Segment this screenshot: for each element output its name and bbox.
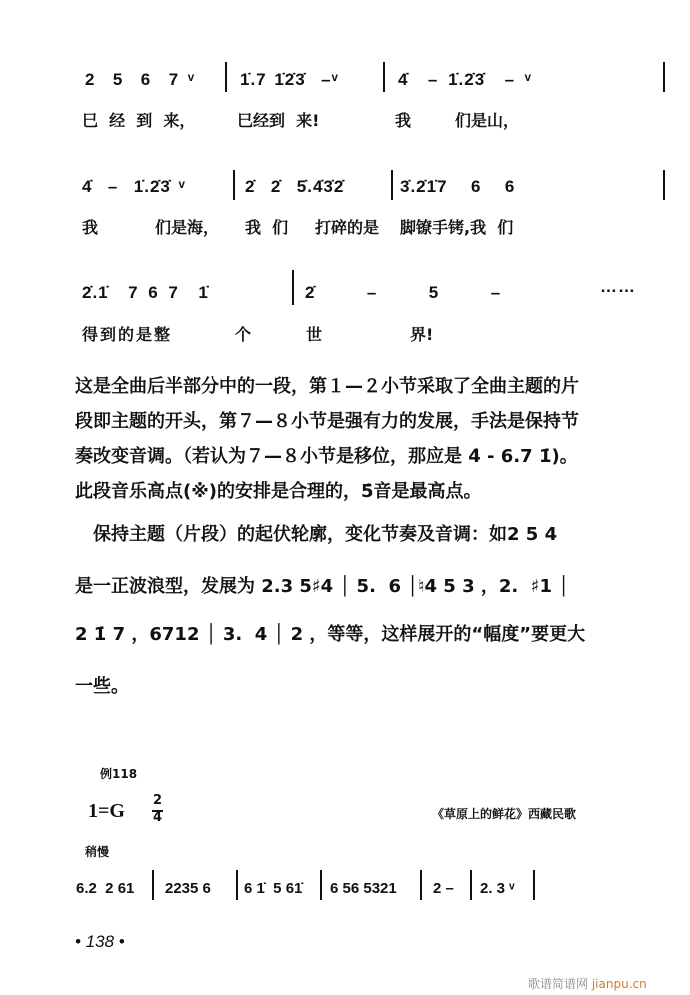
page-number: • 138 • (75, 932, 125, 951)
barline (420, 870, 422, 900)
lyric: 世 (306, 325, 323, 344)
notation-measure: 2̇.1̇ 7 6 7 1̇ (82, 283, 209, 302)
barline (236, 870, 238, 900)
lyric: 我 (82, 218, 99, 237)
notation-measure: 2. 3 ᵛ (480, 880, 515, 897)
watermark-text: 歌谱简谱网 (528, 977, 589, 991)
paragraph-line: 段即主题的开头，第７—８小节是强有力的发展，手法是保持节 (75, 411, 579, 432)
lyric: 个 (235, 325, 252, 344)
notation-measure: 1̇.7 1̇2̇3̇ –ᵛ (240, 70, 339, 89)
lyric: 打碎的是 (315, 218, 380, 237)
lyric: 界! (410, 325, 434, 344)
barline (233, 170, 235, 200)
notation-measure: 3̇.2̇1̇7 6 6 (400, 177, 516, 196)
notation-measure: 2̇ – 5 – (305, 283, 502, 302)
ellipsis: …… (600, 277, 636, 296)
barline (292, 270, 294, 305)
barline (225, 62, 227, 92)
paragraph-line: 此段音乐高点(※)的安排是合理的，5̇音是最高点。 (75, 481, 482, 502)
key-signature: 1=G (88, 800, 125, 822)
barline (391, 170, 393, 200)
example-label: 例118 (100, 767, 138, 781)
paragraph-line: 奏改变音调。（若认为７—８小节是移位，那应是 4̇ - 6.7 1̇)。 (75, 446, 578, 467)
notation-measure: 2 5 6 7 ᵛ (85, 70, 196, 89)
lyric: 们是海， (155, 218, 220, 237)
lyric: 脚镣手铐,我 们 (400, 218, 514, 237)
barline (320, 870, 322, 900)
watermark-url: jianpu.cn (591, 977, 647, 991)
tempo-marking: 稍慢 (85, 845, 110, 859)
barline (152, 870, 154, 900)
barline (663, 170, 665, 200)
notation-measure: 2 – (433, 880, 454, 897)
notation-measure: 6 1̇ 5 61̇ (244, 880, 303, 897)
time-signature-bottom: 4 (153, 810, 163, 825)
notation-measure: 6 56 5321 (330, 880, 397, 897)
song-source: 《草原上的鲜花》西藏民歌 (432, 807, 577, 821)
barline (533, 870, 535, 900)
watermark (528, 975, 647, 992)
paragraph-line: 是一正波浪型，发展为 2.3 5♯4 │ 5. 6 │♮4 5 3 ，2. ♯1 │ (75, 576, 570, 597)
lyric: 巳经到 来! (237, 111, 320, 130)
paragraph-line: 2 1̇ 7 ，6712 │ 3. 4 │ 2 ，等等，这样展开的“幅度”要更大 (75, 624, 586, 645)
barline (470, 870, 472, 900)
time-signature-top: 2 (153, 793, 163, 808)
paragraph-line: 一些。 (75, 676, 129, 697)
paragraph-line: 这是全曲后半部分中的一段，第１—２小节采取了全曲主题的片 (75, 376, 579, 397)
lyric: 得到的是整 (82, 325, 173, 344)
lyric: 我 (395, 111, 412, 130)
barline (663, 62, 665, 92)
notation-measure: 4̇ – 1̇.2̇3̇ ᵛ (82, 177, 186, 196)
notation-measure: 6.2 2 61 (76, 880, 135, 897)
notation-measure: 2̇ 2̇ 5̇.4̇3̇2̇ (245, 177, 345, 196)
paragraph-line: 保持主题（片段）的起伏轮廓，变化节奏及音调：如2 5 4 (75, 524, 558, 545)
notation-measure: 2235 6 (165, 880, 211, 897)
notation-measure: 4̇ – 1̇.2̇3̇ – ᵛ (398, 70, 532, 89)
lyric: 们是山， (455, 111, 520, 130)
barline (383, 62, 385, 92)
lyric: 我 们 (245, 218, 289, 237)
lyric: 巳 经 到 来， (82, 111, 196, 130)
